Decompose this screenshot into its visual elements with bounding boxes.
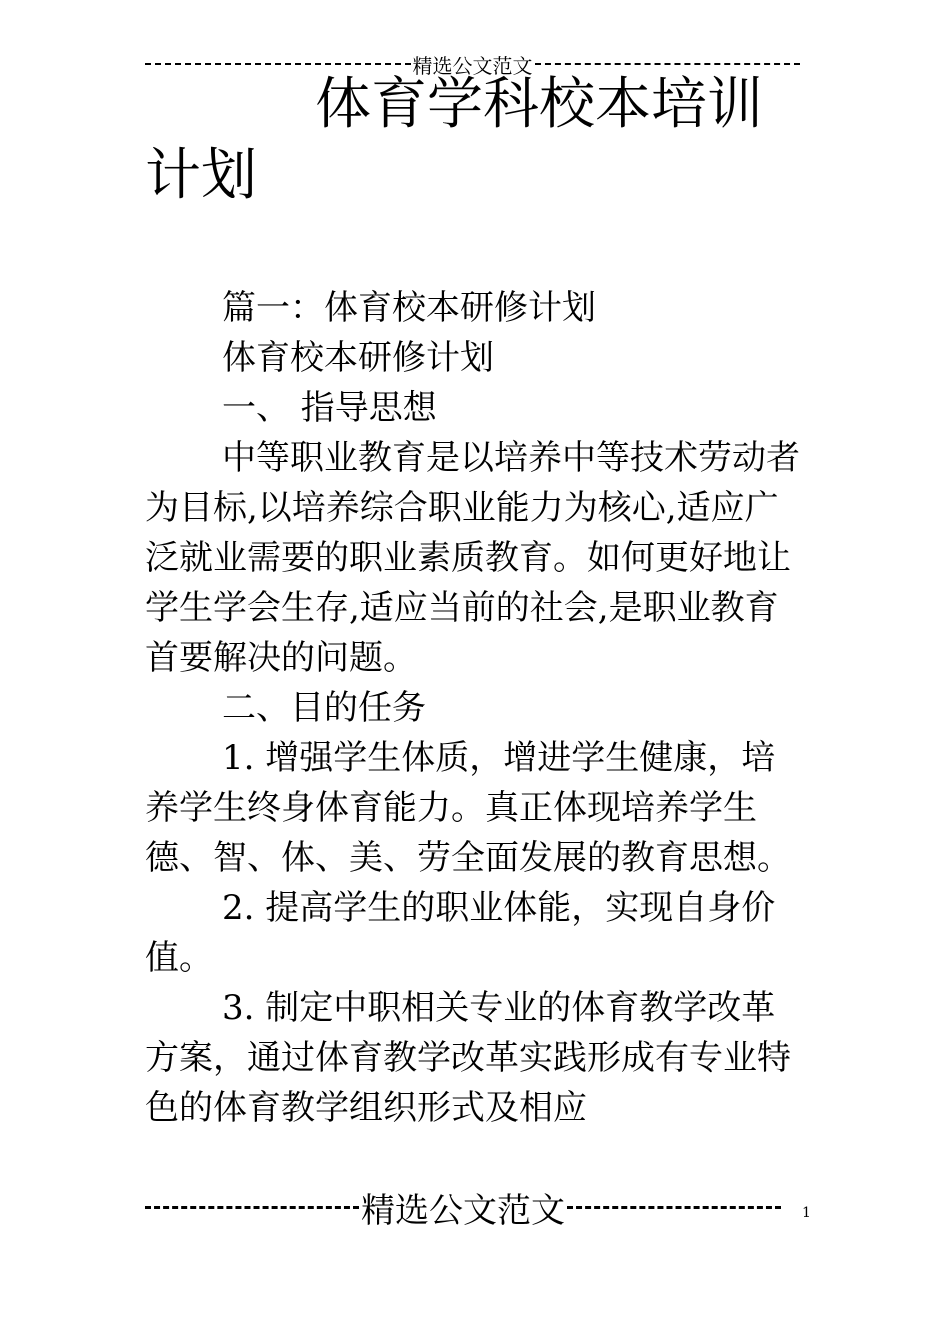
document-title-line2: 计划 (145, 143, 257, 208)
list-item: 2. 提高学生的职业体能，实现自身价值。 (145, 888, 776, 978)
list-item: 1. 增强学生体质，增进学生健康，培养学生终身体育能力。真正体现培养学生德、智、体、美、劳全面发展的教育思想。 (145, 738, 791, 878)
header-dashes-left (145, 63, 411, 65)
document-body (145, 283, 805, 1133)
section-heading: 篇一：体育校本研修计划 (222, 288, 596, 328)
page-footer (145, 1187, 781, 1231)
header-dashes-right (535, 63, 801, 65)
subheading: 体育校本研修计划 (222, 338, 494, 378)
footer-dashes-left (145, 1206, 359, 1209)
footer-dashes-right (567, 1206, 781, 1209)
page-number: 1 (802, 1205, 811, 1221)
section-heading: 一、 指导思想 (222, 388, 437, 428)
section-heading: 二、目的任务 (222, 688, 426, 728)
header-text: 精选公文范文 (412, 53, 533, 78)
list-item: 3. 制定中职相关专业的体育教学改革方案，通过体育教学改革实践形成有专业特色的体育教学组织形式及相应 (145, 988, 791, 1128)
body-paragraph: 中等职业教育是以培养中等技术劳动者为目标,以培养综合职业能力为核心,适应广泛就业需要的职业素质教育。如何更好地让学生学会生存,适应当前的社会,是职业教育首要解决的问题。 (145, 438, 800, 678)
footer-text: 精选公文范文 (361, 1190, 565, 1231)
document-title-line1: 体育学科校本培训 (315, 72, 763, 137)
